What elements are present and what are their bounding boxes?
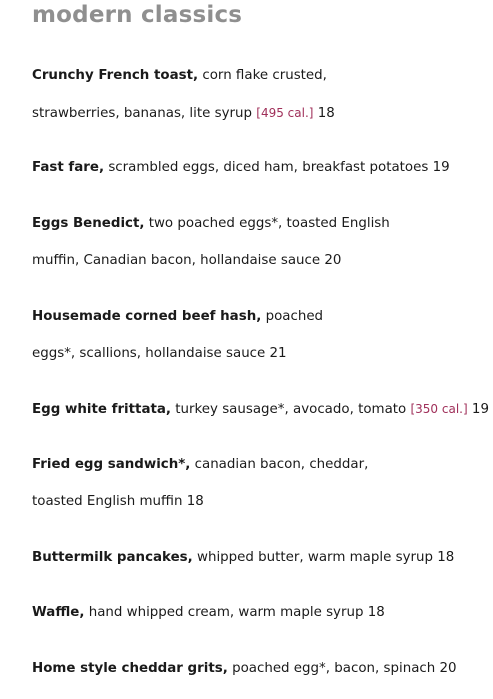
item-description: canadian bacon, cheddar,	[190, 457, 369, 472]
menu-item-eggs-benedict	[32, 215, 390, 233]
menu-item-fried-egg-sandwich	[32, 456, 368, 474]
item-name: Fast fare,	[32, 160, 105, 175]
item-price: 19	[467, 402, 489, 417]
item-price: 18	[313, 106, 335, 121]
item-name: Housemade corned beef hash,	[32, 309, 262, 324]
calorie-badge: [350 cal.]	[410, 402, 468, 416]
item-description: muffin, Canadian bacon, hollandaise sauce	[32, 253, 321, 268]
menu-item-fast-fare	[32, 159, 450, 177]
item-description: scrambled eggs, diced ham, breakfast potatoes	[104, 160, 429, 175]
menu-item-corned-beef-hash-line2	[32, 345, 287, 363]
menu-item-cheddar-grits	[32, 660, 457, 678]
item-price: 18	[433, 550, 455, 565]
item-price: 19	[428, 160, 450, 175]
menu-item-buttermilk-pancakes	[32, 549, 454, 567]
menu-item-corned-beef-hash	[32, 308, 323, 326]
item-name: Crunchy French toast,	[32, 68, 199, 83]
item-description: turkey sausage*, avocado, tomato	[171, 402, 411, 417]
item-description: eggs*, scallions, hollandaise sauce	[32, 346, 266, 361]
item-name: Waffle,	[32, 605, 85, 620]
item-name: Fried egg sandwich*,	[32, 457, 191, 472]
item-price: 20	[320, 253, 342, 268]
item-price: 18	[182, 494, 204, 509]
item-name: Home style cheddar grits,	[32, 661, 228, 676]
item-description: two poached eggs*, toasted English	[144, 216, 390, 231]
calorie-badge: [495 cal.]	[256, 106, 314, 120]
menu-item-waffle	[32, 604, 385, 622]
menu-item-eggs-benedict-line2	[32, 252, 341, 270]
menu-item-french-toast	[32, 67, 327, 85]
item-description: corn flake crusted,	[198, 68, 327, 83]
item-name: Buttermilk pancakes,	[32, 550, 193, 565]
item-description: toasted English muffin	[32, 494, 183, 509]
item-description: poached	[261, 309, 324, 324]
menu-item-egg-white-frittata	[32, 400, 489, 419]
item-price: 21	[265, 346, 287, 361]
item-description: poached egg*, bacon, spinach	[227, 661, 436, 676]
menu-item-fried-egg-sandwich-line2	[32, 493, 204, 511]
menu-item-french-toast-line2	[32, 104, 335, 123]
item-description: whipped butter, warm maple syrup	[192, 550, 433, 565]
item-price: 20	[435, 661, 457, 676]
item-name: Eggs Benedict,	[32, 216, 145, 231]
item-price: 18	[363, 605, 385, 620]
item-description: hand whipped cream, warm maple syrup	[84, 605, 364, 620]
item-description: strawberries, bananas, lite syrup	[32, 106, 257, 121]
section-title: modern classics	[32, 2, 243, 28]
item-name: Egg white frittata,	[32, 402, 171, 417]
